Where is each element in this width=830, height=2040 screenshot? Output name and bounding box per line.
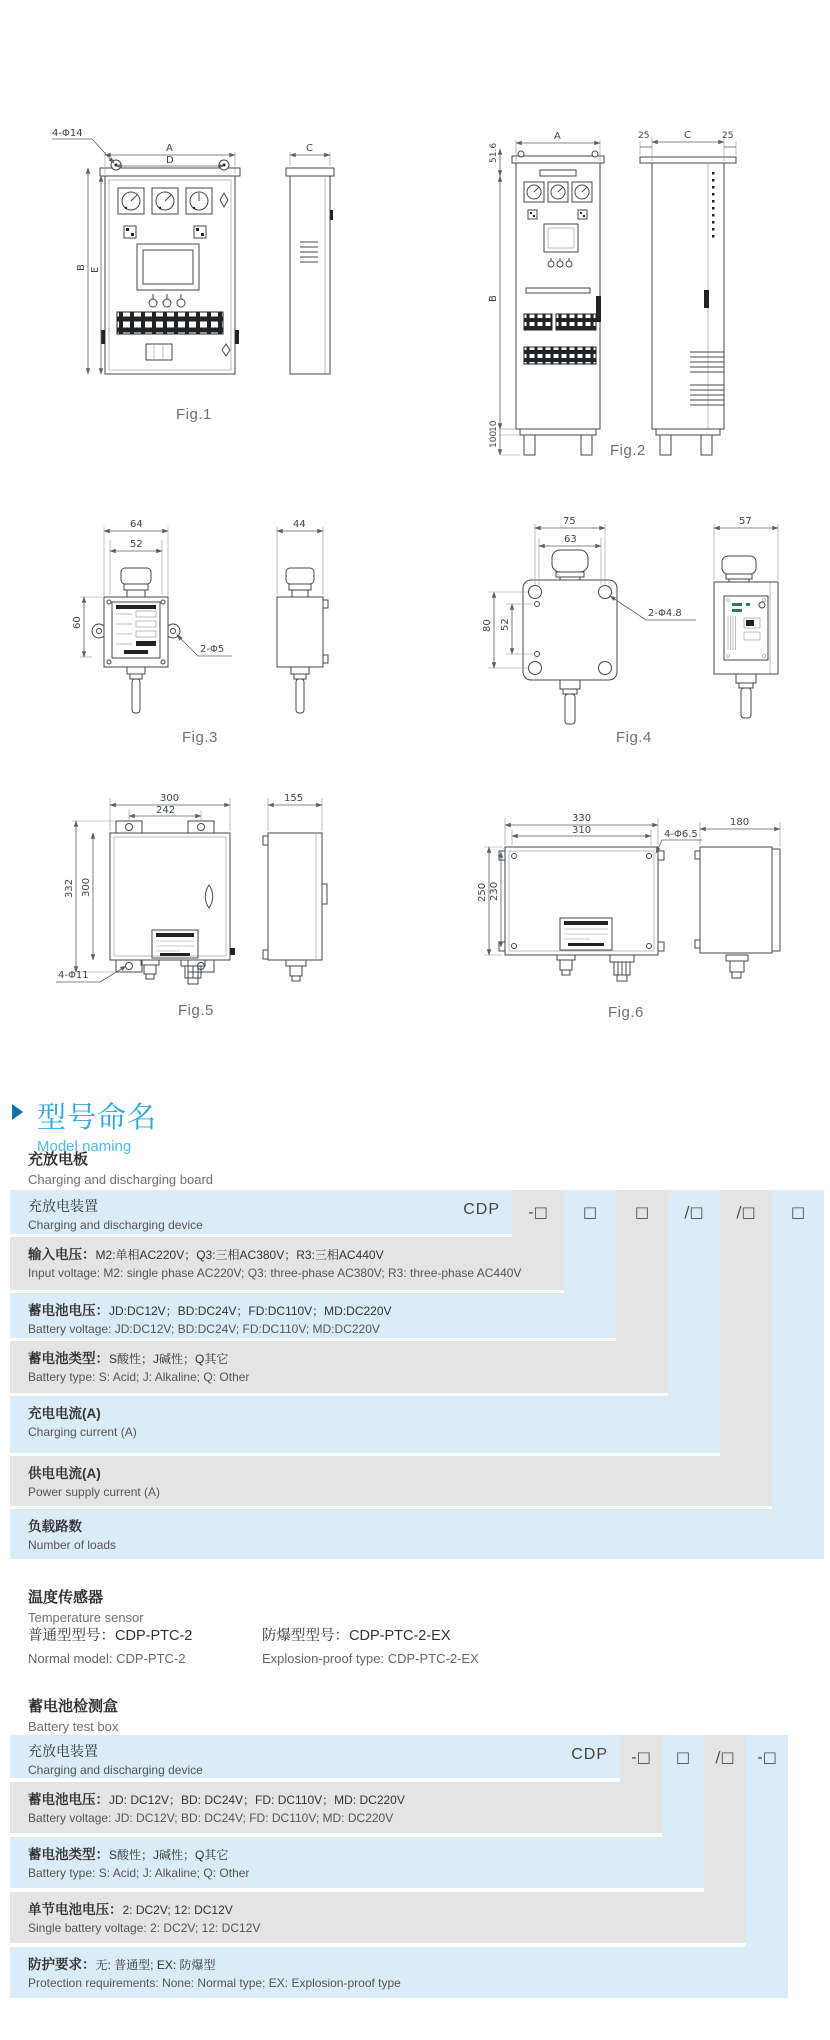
header-zh: 充放电装置 [28, 1198, 98, 1214]
row-label-zh: 充电电流(A) [28, 1406, 101, 1421]
row-text-en: Number of loads [28, 1538, 117, 1552]
dim-label: C [306, 143, 313, 154]
row-label-zh: 蓄电池类型： [28, 1351, 109, 1366]
dim-label: 300 [160, 793, 180, 804]
dim-label: B [488, 295, 499, 302]
model-code-box: □ [790, 1203, 806, 1221]
row-text-en: Charging current (A) [28, 1425, 137, 1439]
fig5-side-view [263, 793, 327, 981]
naming-row [10, 1237, 564, 1290]
section-arrow-icon [12, 1104, 23, 1120]
header-zh: 充放电装置 [28, 1743, 98, 1759]
fig3-caption: Fig.3 [182, 729, 218, 746]
naming-column [772, 1190, 824, 1559]
sensor-normal-model [28, 1624, 192, 1666]
dim-label: 4-Φ6.5 [664, 829, 698, 840]
fig4-side-view [714, 516, 778, 718]
naming-row [10, 1293, 616, 1338]
row-label-zh: 供电电流(A) [28, 1466, 101, 1481]
dim-label: 300 [81, 877, 92, 897]
dim-label: 64 [130, 519, 143, 530]
naming-row [10, 1456, 772, 1506]
row-label-zh: 负载路数 [28, 1519, 82, 1534]
dim-label: 4-Φ14 [52, 128, 83, 139]
model-code-box: □ [634, 1203, 650, 1221]
dim-label: 155 [284, 793, 304, 804]
model-code-box: -□ [528, 1203, 548, 1221]
model-code-box: -□ [631, 1748, 651, 1766]
sensor-ex-en: Explosion-proof type: CDP-PTC-2-EX [262, 1651, 479, 1666]
dim-label: 100 [489, 430, 499, 448]
fig4-caption: Fig.4 [616, 729, 652, 746]
dim-label: 310 [572, 825, 592, 836]
row-label-zh: 蓄电池电压： [28, 1792, 109, 1807]
header-en: Charging and discharging device [28, 1763, 203, 1777]
row-label-zh: 单节电池电压： [28, 1902, 123, 1917]
dim-label: 57 [739, 516, 752, 527]
dim-label: 63 [564, 534, 577, 545]
fig6-caption: Fig.6 [608, 1004, 644, 1021]
dim-label: 44 [293, 519, 306, 530]
fig6-front-view [477, 813, 702, 981]
dim-label: 25 [722, 131, 734, 141]
naming-header [10, 1190, 512, 1234]
model-prefix: CDP [463, 1201, 500, 1218]
sensor-normal-en: Normal model: CDP-PTC-2 [28, 1651, 186, 1666]
fig4-front-view [482, 516, 696, 724]
model-code-box: □ [582, 1203, 598, 1221]
naming-row [10, 1341, 668, 1393]
row-text-en: Single battery voltage: 2: DC2V; 12: DC12V [28, 1921, 261, 1935]
dim-label: E [90, 266, 101, 273]
row-values-zh: JD:DC12V；BD:DC24V；FD:DC110V；MD:DC220V [109, 1304, 392, 1318]
fig2-caption: Fig.2 [610, 442, 646, 459]
row-values-zh: JD: DC12V；BD: DC24V；FD: DC110V；MD: DC220V [109, 1793, 405, 1807]
section-title-en: Model naming [37, 1138, 132, 1155]
row-values-zh: 无: 普通型; EX: 防爆型 [95, 1958, 216, 1972]
row-label-zh: 蓄电池类型： [28, 1847, 109, 1862]
dim-label: 2-Φ4.8 [648, 608, 682, 619]
section-title-zh: 型号命名 [37, 1102, 158, 1134]
fig6-side-view [695, 817, 780, 978]
dim-label: D [166, 155, 174, 166]
dim-label: 52 [130, 539, 143, 550]
naming-row [10, 1837, 704, 1888]
sensor-heading-en: Temperature sensor [28, 1610, 144, 1625]
board-heading-zh: 充放电板 [28, 1151, 89, 1168]
dim-label: 60 [72, 616, 83, 629]
fig5-caption: Fig.5 [178, 1002, 214, 1019]
board-naming-table [10, 1190, 824, 1559]
testbox-heading-zh: 蓄电池检测盒 [28, 1698, 119, 1715]
fig1-side-view [286, 143, 334, 374]
dim-label: 4-Φ11 [58, 970, 89, 981]
dim-label: A [166, 143, 173, 154]
fig1-front-view [52, 128, 240, 374]
dim-label: 51.6 [489, 142, 499, 163]
dim-label: C [684, 130, 691, 141]
dim-label: 25 [638, 131, 650, 141]
fig2-front-view [488, 131, 604, 455]
row-label-zh: 输入电压： [28, 1247, 96, 1262]
row-label-zh: 蓄电池电压： [28, 1303, 109, 1318]
model-code-box: /□ [715, 1748, 735, 1766]
dim-label: B [76, 264, 87, 271]
dim-label: 242 [156, 805, 176, 816]
sensor-ex-zh: 防爆型型号：CDP-PTC-2-EX [262, 1628, 451, 1644]
naming-row [10, 1782, 662, 1833]
dim-label: 52 [500, 618, 511, 631]
sensor-ex-model [262, 1624, 479, 1666]
model-code-box: -□ [757, 1748, 777, 1766]
dim-label: A [554, 131, 561, 142]
sensor-heading [28, 1586, 144, 1625]
row-text-en: Battery voltage: JD:DC12V; BD:DC24V; FD:DC110V; MD:DC220V [28, 1322, 380, 1336]
row-text-en: Battery type: S: Acid; J: Alkaline; Q: Other [28, 1370, 250, 1384]
dim-label: 2-Φ5 [200, 644, 225, 655]
fig5-front-view [56, 793, 235, 984]
row-values-zh: 2: DC2V; 12: DC12V [122, 1903, 233, 1917]
row-text-en: Input voltage: M2: single phase AC220V; Q3: three-phase AC380V; R3: three-phase AC440V [28, 1266, 522, 1280]
row-text-en: Protection requirements: None: Normal type; EX: Explosion-proof type [28, 1976, 401, 1990]
row-values-zh: S酸性；J碱性；Q其它 [109, 1352, 229, 1366]
naming-row [10, 1396, 720, 1453]
sensor-heading-zh: 温度传感器 [28, 1589, 104, 1606]
dim-label: 180 [730, 817, 750, 828]
model-code-box: □ [675, 1748, 691, 1766]
dim-label: 250 [477, 882, 488, 902]
row-text-en: Battery type: S: Acid; J: Alkaline; Q: Other [28, 1866, 250, 1880]
row-label-zh: 防护要求： [28, 1957, 96, 1972]
dim-label: 230 [489, 881, 500, 901]
naming-row [10, 1509, 824, 1559]
dim-label: 332 [64, 878, 75, 898]
naming-header [10, 1735, 620, 1778]
fig3-front-view [72, 519, 232, 713]
fig2-side-view [638, 130, 736, 455]
testbox-heading-en: Battery test box [28, 1719, 119, 1734]
naming-row [10, 1892, 746, 1943]
row-values-zh: M2:单相AC220V；Q3:三相AC380V；R3:三相AC440V [95, 1248, 384, 1262]
row-text-en: Power supply current (A) [28, 1485, 161, 1499]
section-heading [12, 1095, 157, 1155]
row-text-en: Battery voltage: JD: DC12V; BD: DC24V; FD: DC110V; MD: DC220V [28, 1811, 394, 1825]
dim-label: 330 [572, 813, 592, 824]
header-en: Charging and discharging device [28, 1218, 203, 1232]
model-code-box: /□ [736, 1203, 756, 1221]
fig1-caption: Fig.1 [176, 406, 212, 423]
testbox-naming-table [10, 1735, 824, 1998]
fig3-side-view [277, 519, 328, 713]
row-values-zh: S酸性；J碱性；Q其它 [109, 1848, 229, 1862]
dim-label: 10 [489, 420, 499, 432]
sensor-normal-zh: 普通型型号：CDP-PTC-2 [28, 1628, 193, 1644]
dim-label: 80 [482, 619, 493, 632]
board-heading-en: Charging and discharging board [28, 1172, 214, 1187]
model-code-box: /□ [684, 1203, 704, 1221]
naming-row [10, 1947, 788, 1998]
testbox-heading [28, 1695, 118, 1734]
dim-label: 75 [563, 516, 576, 527]
board-heading [28, 1148, 213, 1187]
model-prefix: CDP [571, 1746, 608, 1763]
